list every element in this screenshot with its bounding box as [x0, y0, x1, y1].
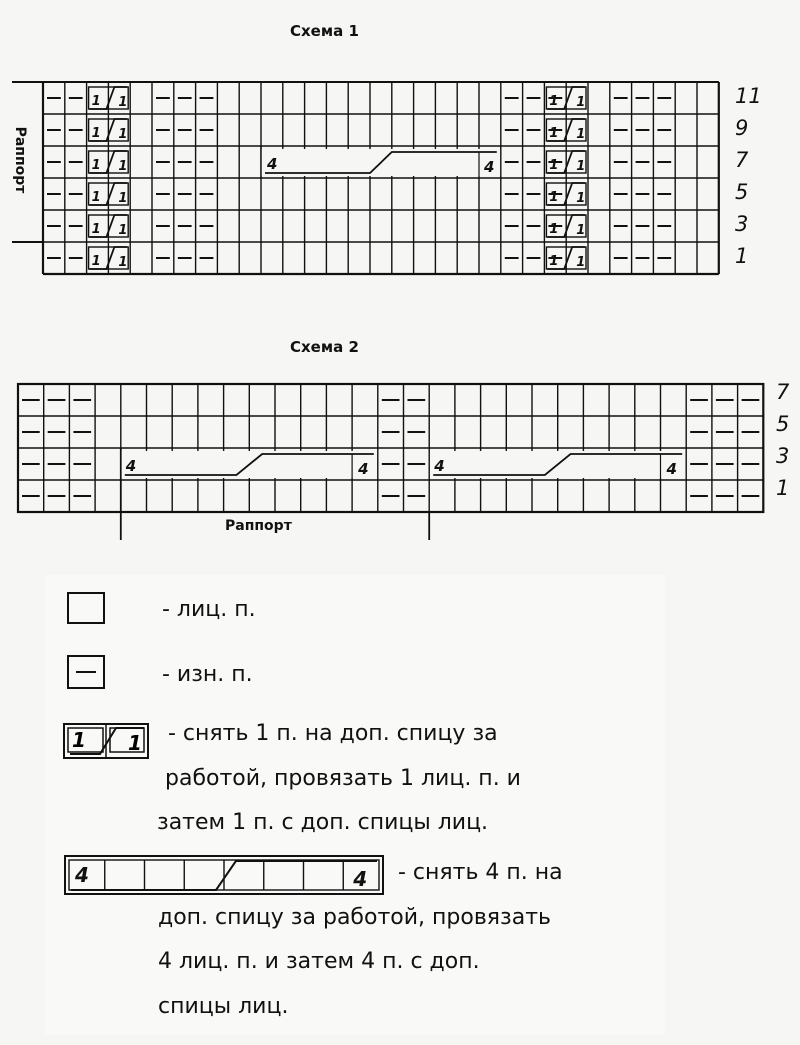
legend-cross1-line3: затем 1 п. с доп. спицы лиц. [157, 810, 489, 835]
scheme1-title: Схема 1 [290, 22, 359, 40]
cross1-num: 1 [91, 158, 101, 173]
scheme2-row-5: 5 [776, 412, 790, 436]
legend-knit-symbol [67, 592, 105, 624]
scheme1-row-7: 7 [735, 148, 749, 172]
cross1-num: 1 [576, 95, 586, 110]
legend-cross1-symbol [62, 722, 152, 762]
scheme2-rapport-label: Раппорт [225, 518, 292, 534]
cross4-right-num: 4 [666, 460, 677, 478]
cross1-num: 1 [576, 159, 586, 174]
scheme2-row-1: 1 [776, 476, 790, 500]
legend-cross4-line2: доп. спицу за работой, провязать [158, 905, 551, 930]
scheme2-row-7: 7 [776, 380, 790, 404]
legend-cross4-line3: 4 лиц. п. и затем 4 п. с доп. [158, 949, 480, 974]
scheme1-row-1: 1 [735, 244, 749, 268]
legend-cross1-left-num: 1 [72, 728, 86, 752]
cross1-num: 1 [576, 191, 586, 206]
cross1-num: 1 [576, 223, 586, 238]
scheme1-row-3: 3 [735, 212, 749, 236]
legend-cross1-line2: работой, провязать 1 лиц. п. и [165, 766, 521, 791]
legend-cross4-line1: - снять 4 п. на [398, 860, 563, 885]
symbol-left-num: 4 [75, 863, 89, 887]
scheme1-row-11: 11 [735, 84, 762, 108]
cross4-left-num: 4 [434, 457, 445, 475]
cross1-num: 1 [549, 158, 559, 173]
cross1-num: 1 [91, 94, 101, 109]
cross1-num: 1 [118, 255, 128, 270]
cross1-num: 1 [118, 127, 128, 142]
cross1-num: 1 [91, 190, 101, 205]
cross1-num: 1 [549, 222, 559, 237]
symbol-right-num: 4 [353, 867, 368, 891]
legend-purl-text: - изн. п. [162, 662, 253, 687]
purl-dash-icon [76, 671, 96, 673]
cross1-num: 1 [91, 222, 101, 237]
legend-cross4-line4: спицы лиц. [158, 994, 289, 1019]
cross1-num: 1 [549, 94, 559, 109]
cross1-num: 1 [118, 191, 128, 206]
cross1-num: 1 [118, 223, 128, 238]
cross1-num: 1 [118, 159, 128, 174]
cross4-right-num: 4 [358, 460, 369, 478]
scheme1-row-5: 5 [735, 180, 749, 204]
cross1-num: 1 [549, 190, 559, 205]
cross1-num: 1 [118, 95, 128, 110]
cross1-num: 1 [549, 254, 559, 269]
legend-cross4-symbol [62, 853, 392, 899]
cross1-num: 1 [91, 126, 101, 141]
cross4-left-num: 4 [267, 155, 278, 173]
cross1-num: 1 [576, 127, 586, 142]
legend-purl-symbol [67, 655, 105, 689]
cross1-num: 1 [576, 255, 586, 270]
cross4-left-num: 4 [125, 457, 137, 475]
scheme1-rapport-label: Раппорт [12, 126, 28, 194]
cross4-right-num: 4 [484, 158, 495, 176]
scheme1-row-9: 9 [735, 116, 749, 140]
scheme2-row-3: 3 [776, 444, 790, 468]
legend-cross1-line1: - снять 1 п. на доп. спицу за [168, 721, 498, 746]
scheme2-grid [18, 384, 763, 540]
scheme2-title: Схема 2 [290, 338, 359, 356]
legend-knit-text: - лиц. п. [162, 597, 256, 622]
legend-cross1-right-num: 1 [128, 731, 142, 755]
cross1-num: 1 [91, 254, 101, 269]
scheme1-grid [12, 82, 719, 274]
cross1-num: 1 [549, 126, 559, 141]
